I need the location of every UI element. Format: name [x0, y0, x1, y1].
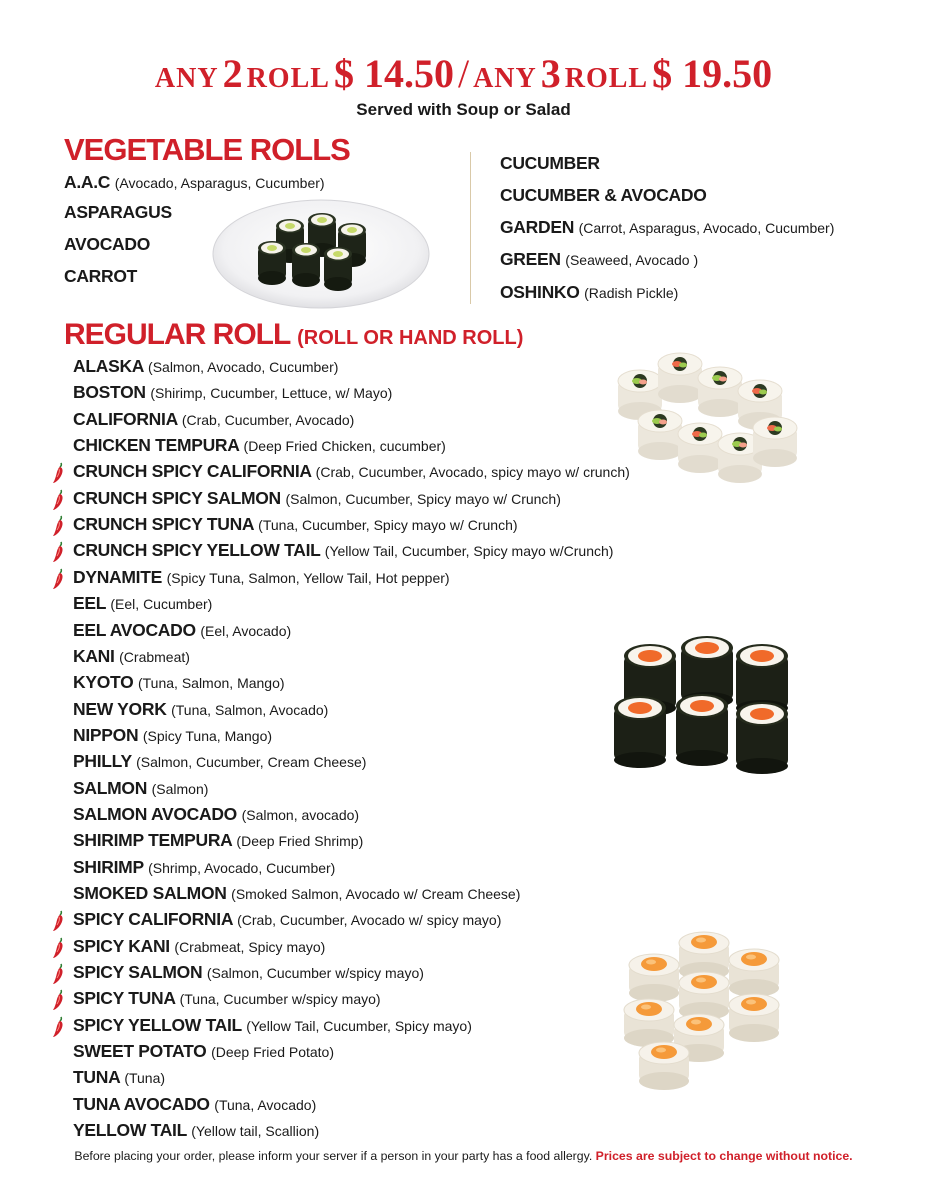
chili-pepper-icon	[52, 489, 66, 511]
menu-item	[64, 266, 137, 287]
menu-item-description: (Salmon, avocado)	[241, 807, 360, 823]
roll-label-1: ROLL	[246, 63, 330, 94]
header-subtitle: Served with Soup or Salad	[356, 100, 571, 119]
menu-item	[500, 282, 678, 303]
menu-item	[64, 234, 150, 255]
chili-pepper-icon	[52, 462, 66, 484]
menu-item-name: NIPPON	[73, 725, 139, 745]
menu-item	[73, 725, 272, 746]
allergy-notice: Before placing your order, please inform your server if a person in your party has a food allergy.	[74, 1149, 593, 1163]
menu-item-name: SMOKED SALMON	[73, 883, 227, 903]
menu-item-name: SPICY SALMON	[73, 962, 203, 982]
menu-item-description: (Radish Pickle)	[584, 285, 679, 301]
menu-item-description: (Spicy Tuna, Mango)	[142, 728, 273, 744]
price-separator: /	[457, 51, 470, 96]
price-change-notice: Prices are subject to change without notice.	[595, 1149, 853, 1163]
menu-item-description: (Salmon, Cucumber, Spicy mayo w/ Crunch)	[285, 491, 561, 507]
chili-pepper-icon	[52, 937, 66, 959]
menu-item-name: SPICY KANI	[73, 936, 170, 956]
menu-item	[73, 514, 518, 535]
menu-item-description: (Yellow Tail, Cucumber, Spicy mayo)	[246, 1018, 472, 1034]
menu-item-name: ASPARAGUS	[64, 202, 172, 222]
menu-item-description: (Carrot, Asparagus, Avocado, Cucumber)	[578, 220, 835, 236]
menu-item	[73, 567, 450, 588]
menu-item-name: CRUNCH SPICY CALIFORNIA	[73, 461, 312, 481]
menu-item	[64, 202, 172, 223]
menu-item	[73, 751, 366, 772]
menu-item-name: SPICY CALIFORNIA	[73, 909, 233, 929]
chili-pepper-icon	[52, 963, 66, 985]
menu-item	[73, 1094, 316, 1115]
menu-item-description: (Tuna, Cucumber, Spicy mayo w/ Crunch)	[258, 517, 518, 533]
menu-item-description: (Salmon, Cucumber w/spicy mayo)	[206, 965, 424, 981]
menu-item	[73, 435, 446, 456]
menu-item	[500, 249, 698, 270]
menu-item-name: SPICY YELLOW TAIL	[73, 1015, 242, 1035]
menu-item	[73, 1041, 334, 1062]
price-header	[0, 50, 927, 97]
chili-pepper-icon	[52, 989, 66, 1011]
menu-item-description: (Tuna, Cucumber w/spicy mayo)	[179, 991, 381, 1007]
any-label-2: ANY	[473, 63, 537, 94]
chili-pepper-icon	[52, 1016, 66, 1038]
menu-item	[73, 461, 630, 482]
chili-pepper-icon	[52, 541, 66, 563]
menu-item-name: EEL	[73, 593, 106, 613]
menu-item-name: A.A.C	[64, 172, 111, 192]
menu-item-name: SPICY TUNA	[73, 988, 176, 1008]
salmon-maki-photo	[612, 628, 802, 778]
menu-item	[73, 1067, 165, 1088]
california-roll-photo	[600, 336, 805, 496]
menu-item-name: AVOCADO	[64, 234, 151, 254]
price-1: $ 14.50	[333, 51, 454, 96]
menu-item	[73, 382, 392, 403]
menu-item-description: (Shrimp, Avocado, Cucumber)	[148, 860, 336, 876]
chili-pepper-icon	[52, 568, 66, 590]
menu-item	[64, 172, 325, 193]
menu-item	[73, 883, 520, 904]
menu-item	[73, 540, 613, 561]
regular-roll-title	[64, 318, 523, 352]
menu-item-description: (Deep Fried Chicken, cucumber)	[243, 438, 446, 454]
menu-item-description: (Shirimp, Cucumber, Lettuce, w/ Mayo)	[150, 385, 393, 401]
allergy-footer	[0, 1149, 927, 1163]
menu-item-description: (Deep Fried Shrimp)	[236, 833, 364, 849]
menu-item-description: (Tuna, Avocado)	[214, 1097, 317, 1113]
menu-item-name: NEW YORK	[73, 699, 167, 719]
chili-pepper-icon	[52, 515, 66, 537]
menu-item-name: YELLOW TAIL	[73, 1120, 187, 1140]
menu-item	[73, 909, 501, 930]
menu-item	[73, 646, 190, 667]
menu-item-description: (Eel, Cucumber)	[110, 596, 213, 612]
menu-item-name: CRUNCH SPICY YELLOW TAIL	[73, 540, 321, 560]
menu-item	[73, 699, 328, 720]
menu-item-name: CUCUMBER & AVOCADO	[500, 185, 707, 205]
menu-item-description: (Avocado, Asparagus, Cucumber)	[114, 175, 325, 191]
menu-item-description: (Deep Fried Potato)	[211, 1044, 335, 1060]
menu-item	[73, 409, 354, 430]
menu-item-name: EEL AVOCADO	[73, 620, 196, 640]
menu-item	[73, 857, 335, 878]
menu-item-name: OSHINKO	[500, 282, 580, 302]
menu-item-name: SALMON AVOCADO	[73, 804, 237, 824]
menu-item-name: TUNA AVOCADO	[73, 1094, 210, 1114]
menu-item	[73, 620, 291, 641]
menu-item	[73, 356, 338, 377]
menu-item-name: SHIRIMP TEMPURA	[73, 830, 232, 850]
chili-pepper-icon	[52, 910, 66, 932]
section-divider	[470, 152, 471, 304]
menu-item-description: (Yellow tail, Scallion)	[191, 1123, 320, 1139]
menu-item	[73, 1120, 319, 1141]
menu-item	[73, 672, 285, 693]
menu-item-description: (Crab, Cucumber, Avocado w/ spicy mayo)	[237, 912, 502, 928]
menu-item-name: GREEN	[500, 249, 561, 269]
menu-item	[73, 488, 561, 509]
menu-item-description: (Yellow Tail, Cucumber, Spicy mayo w/Crunch)	[324, 543, 614, 559]
menu-item-description: (Salmon, Avocado, Cucumber)	[148, 359, 339, 375]
menu-item	[73, 1015, 472, 1036]
menu-item-name: TUNA	[73, 1067, 120, 1087]
spicy-roll-photo	[604, 925, 810, 1095]
menu-item-name: GARDEN	[500, 217, 575, 237]
roll-label-2: ROLL	[564, 63, 649, 94]
menu-item-name: ALASKA	[73, 356, 144, 376]
menu-item-description: (Tuna)	[124, 1070, 166, 1086]
menu-item	[73, 593, 212, 614]
menu-item-description: (Crab, Cucumber, Avocado)	[181, 412, 355, 428]
menu-item-description: (Salmon, Cucumber, Cream Cheese)	[136, 754, 367, 770]
roll-count-2: 3	[540, 51, 561, 96]
menu-item-name: SWEET POTATO	[73, 1041, 207, 1061]
menu-item-description: (Tuna, Salmon, Avocado)	[171, 702, 329, 718]
menu-item-description: (Crabmeat)	[119, 649, 190, 665]
menu-item	[500, 185, 707, 206]
menu-item	[73, 962, 424, 983]
menu-item	[73, 988, 381, 1009]
menu-item-description: (Eel, Avocado)	[200, 623, 292, 639]
menu-item	[500, 217, 834, 238]
menu-item	[73, 830, 363, 851]
menu-item	[73, 778, 208, 799]
price-2: $ 19.50	[652, 51, 773, 96]
menu-item-description: (Smoked Salmon, Avocado w/ Cream Cheese)	[231, 886, 521, 902]
menu-item-description: (Crab, Cucumber, Avocado, spicy mayo w/ crunch)	[315, 464, 630, 480]
any-label-1: ANY	[154, 63, 219, 94]
regular-roll-subtitle: (ROLL OR HAND ROLL)	[297, 327, 524, 349]
menu-item-name: SALMON	[73, 778, 148, 798]
menu-item	[500, 153, 600, 174]
menu-item-name: CRUNCH SPICY SALMON	[73, 488, 281, 508]
menu-item-description: (Salmon)	[151, 781, 209, 797]
menu-item-name: KYOTO	[73, 672, 134, 692]
menu-item-name: BOSTON	[73, 382, 146, 402]
menu-item-name: DYNAMITE	[73, 567, 162, 587]
menu-item-name: CRUNCH SPICY TUNA	[73, 514, 254, 534]
menu-item-name: CARROT	[64, 266, 138, 286]
vegetable-rolls-title: VEGETABLE ROLLS	[64, 132, 350, 167]
menu-item-description: (Crabmeat, Spicy mayo)	[174, 939, 326, 955]
menu-item-name: CUCUMBER	[500, 153, 600, 173]
menu-item-name: CHICKEN TEMPURA	[73, 435, 239, 455]
menu-item-description: (Seaweed, Avocado )	[565, 252, 699, 268]
menu-item-name: SHIRIMP	[73, 857, 144, 877]
menu-item-name: CALIFORNIA	[73, 409, 178, 429]
menu-item-name: KANI	[73, 646, 115, 666]
menu-item	[73, 936, 325, 957]
regular-roll-title-text: REGULAR ROLL	[64, 318, 290, 351]
vegetable-roll-photo	[210, 196, 432, 312]
roll-count-1: 2	[222, 51, 243, 96]
menu-item	[73, 804, 359, 825]
menu-item-description: (Spicy Tuna, Salmon, Yellow Tail, Hot pepper)	[166, 570, 450, 586]
menu-item-name: PHILLY	[73, 751, 132, 771]
menu-item-description: (Tuna, Salmon, Mango)	[137, 675, 285, 691]
